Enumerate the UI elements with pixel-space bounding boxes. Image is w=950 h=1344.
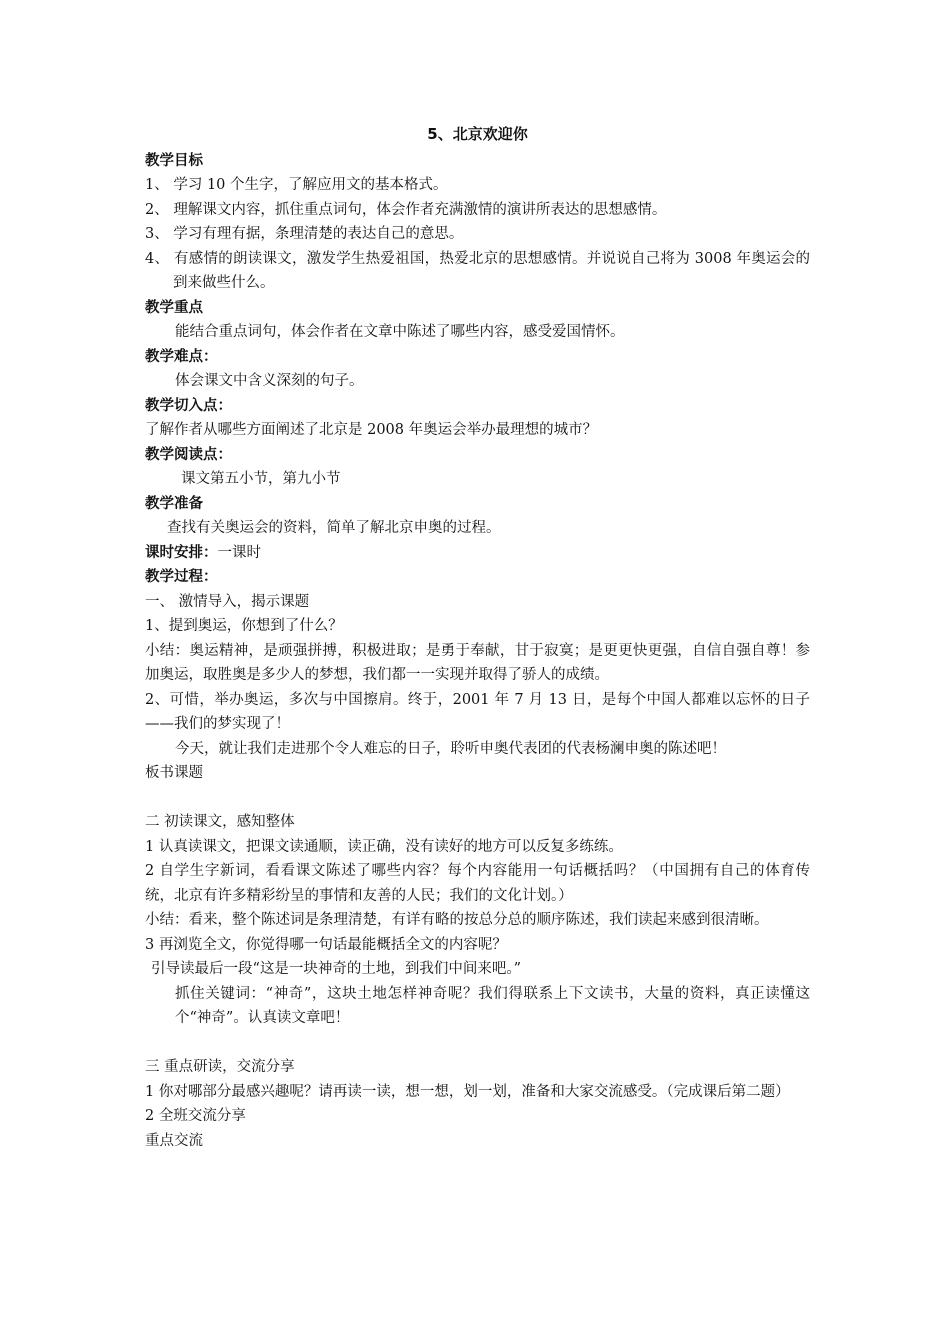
lesson-plan-page xyxy=(145,122,810,1153)
difficulty-text: 体会课文中含义深刻的句子。 xyxy=(175,373,364,389)
part1-today: 今天，就让我们走进那个令人难忘的日子，聆听申奥代表团的代表杨澜申奥的陈述吧！ xyxy=(175,740,726,757)
entry-text: 了解作者从哪些方面阐述了北京是 2008 年奥运会举办最理想的城市？ xyxy=(145,422,598,438)
part3-step-2: 2 全班交流分享 xyxy=(145,1108,246,1124)
goal-item: 1、 学习 10 个生字，了解应用文的基本格式。 xyxy=(145,177,448,193)
part1-question-1: 1、提到奥运，你想到了什么？ xyxy=(145,618,343,634)
reading-heading: 教学阅读点： xyxy=(145,446,232,463)
goal-item: 2、 理解课文内容，抓住重点词句，体会作者充满激情的演讲所表达的思想感情。 xyxy=(145,201,667,218)
part1-question-2: 2、可惜，举办奥运，多次与中国擦肩。终于，2001 年 7 月 13 日，是每个中国人都难以忘怀的日子——我们的梦实现了！ xyxy=(145,691,810,732)
goal-item: 3、 学习有理有据，条理清楚的表达自己的意思。 xyxy=(145,226,464,242)
part1-title: 一、 激情导入，揭示课题 xyxy=(145,593,310,610)
schedule-text: 一课时 xyxy=(217,544,261,561)
schedule-line xyxy=(145,541,810,566)
part1-board: 板书课题 xyxy=(145,765,203,781)
spacer xyxy=(145,786,810,811)
part2-step-1: 1 认真读课文，把课文读通顺，读正确，没有读好的地方可以反复多练练。 xyxy=(145,838,623,855)
difficulty-heading: 教学难点： xyxy=(145,348,218,365)
part3-step-1: 1 你对哪部分最感兴趣呢？请再读一读，想一想，划一划，准备和大家交流感受。（完成课后第二题） xyxy=(145,1083,790,1100)
part3-title: 三 重点研读，交流分享 xyxy=(145,1059,295,1075)
part2-step-3: 3 再浏览全文，你觉得哪一句话最能概括全文的内容呢？ xyxy=(145,936,507,953)
reading-text: 课文第五小节，第九小节 xyxy=(181,471,341,487)
schedule-heading: 课时安排： xyxy=(145,544,218,561)
process-heading: 教学过程： xyxy=(145,569,218,585)
key-text: 能结合重点词句，体会作者在文章中陈述了哪些内容，感受爱国情怀。 xyxy=(175,324,625,340)
prep-heading: 教学准备 xyxy=(145,495,203,512)
part1-summary: 小结：奥运精神，是顽强拼搏，积极进取；是勇于奉献，甘于寂寞；是更更快更强，自信自强自尊！参加奥运，取胜奥是多少人的梦想，我们都一一实现并取得了骄人的成绩。 xyxy=(145,642,810,683)
key-heading: 教学重点 xyxy=(145,299,203,316)
spacer xyxy=(145,1031,810,1056)
part2-summary: 小结：看来，整个陈述词是条理清楚，有详有略的按总分总的顺序陈述，我们读起来感到很清晰。 xyxy=(145,912,769,928)
part3-step-3: 重点交流 xyxy=(145,1132,203,1149)
goal-item: 4、 有感情的朗读课文，激发学生热爱祖国，热爱北京的思想感情。并说说自己将为 3008 年奥运会的到来做些什么。 xyxy=(145,250,810,291)
entry-heading: 教学切入点： xyxy=(145,397,232,414)
part2-title: 二 初读课文，感知整体 xyxy=(145,814,295,830)
goals-heading: 教学目标 xyxy=(145,152,203,169)
part2-step-2: 2 自学生字新词，看看课文陈述了哪些内容？每个内容能用一句话概括吗？（中国拥有自己的体育传统，北京有许多精彩纷呈的事情和友善的人民；我们的文化计划。） xyxy=(145,863,810,904)
part2-guide: 引导读最后一段“这是一块神奇的土地，到我们中间来吧。” xyxy=(151,961,522,977)
prep-text: 查找有关奥运会的资料，简单了解北京申奥的过程。 xyxy=(167,520,501,536)
page-title: 5、北京欢迎你 xyxy=(427,125,528,143)
part2-keyword: 抓住关键词：“神奇”，这块土地怎样神奇呢？我们得联系上下文读书，大量的资料，真正读懂这个“神奇”。认真读文章吧！ xyxy=(175,985,810,1026)
